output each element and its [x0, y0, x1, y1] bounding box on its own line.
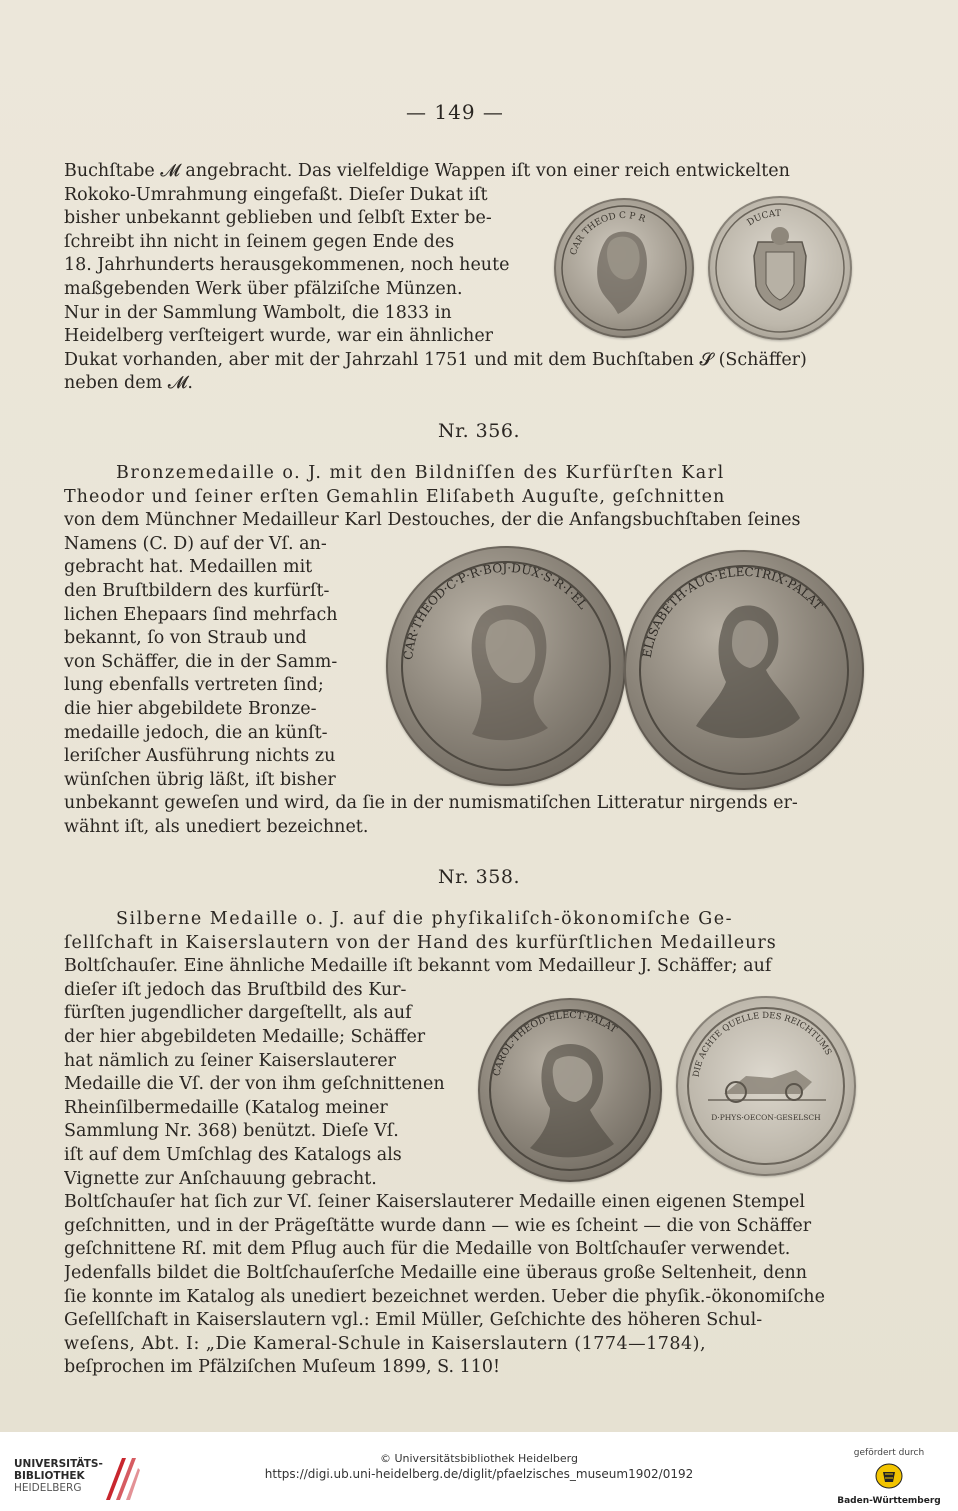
medal-358-reverse-legend: DIE ACHTE QUELLE DES REICHTUMS [691, 1010, 834, 1079]
text-line: den Bruſtbildern des kurfürſt- [64, 580, 330, 601]
text-line: Dukat vorhanden, aber mit der Jahrzahl 1751 und mit dem Buchſtaben 𝓢 (Schäffer) [64, 349, 807, 370]
text-line: Buchſtabe 𝓜 angebracht. Das vielfeldige Wappen iſt von einer reich entwickelten [64, 161, 790, 181]
text-line: beſprochen im Pfälziſchen Muſeum 1899, S. 110! [64, 1357, 501, 1378]
svg-text:DIE ACHTE QUELLE DES REICHTUMS [692, 1011, 834, 1078]
text-line: Medaille die Vſ. der von ihm geſchnittenen [64, 1074, 445, 1095]
svg-text:DUCAT [746, 209, 782, 228]
baden-wuerttemberg-crest-icon [871, 1462, 907, 1490]
text-line: wähnt iſt, als unediert bezeichnet. [64, 816, 369, 837]
ducat-obverse-image [554, 198, 694, 338]
logo-line-2: BIBLIOTHEK [14, 1470, 85, 1482]
medal-358-obverse-image [478, 998, 662, 1182]
text-line: leriſcher Ausführung nichts zu [64, 746, 336, 767]
funding-notice [834, 1448, 944, 1506]
text-line: lung ebenfalls vertreten ſind; [64, 675, 324, 696]
text-line: medaille jedoch, die an künſt- [64, 722, 328, 743]
text-line: Bronzemedaille o. J. mit den Bildniſſen des Kurfürſten Karl [116, 463, 725, 483]
text-line: Rheinſilbermedaille (Katalog meiner [64, 1097, 388, 1118]
text-line: Silberne Medaille o. J. auf die phyſikaliſch-ökonomiſche Ge- [116, 909, 734, 929]
funded-by-label: gefördert durch [853, 1448, 925, 1458]
text-line: iſt auf dem Umſchlag des Katalogs als [64, 1144, 402, 1165]
text-line: Geſellſchaft in Kaiserslautern vgl.: Emil Müller, Geſchichte des höheren Schul- [64, 1310, 763, 1331]
text-line: maßgebenden Werk über pfälziſche Münzen. [64, 278, 463, 299]
text-line: 18. Jahrhunderts herausgekommenen, noch heute [64, 255, 510, 276]
text-line: der hier abgebildeten Medaille; Schäffer [64, 1026, 426, 1047]
copyright-text: © Universitätsbibliothek Heidelberg [379, 1452, 578, 1465]
text-line: dieſer iſt jedoch das Bruſtbild des Kur- [64, 979, 407, 1000]
text-line: Jedenfalls bildet die Boltſchauſerſche Medaille eine überaus große Seltenheit, denn [64, 1262, 808, 1283]
viewer-footer [0, 1432, 958, 1511]
text-line: ſchreibt ihn nicht in ſeinem gegen Ende des [64, 231, 455, 252]
text-line: Namens (C. D) auf der Vſ. an- [64, 533, 327, 554]
medal-358-reverse-image [676, 996, 856, 1176]
ducat-reverse-image [708, 196, 852, 340]
text-line: bisher unbekannt geblieben und ſelbſt Exter be- [64, 208, 492, 229]
text-line: neben dem 𝓜. [64, 373, 193, 394]
text-line: von dem Münchner Medailleur Karl Destouches, der die Anfangsbuchſtaben ſeines [64, 510, 801, 531]
text-line: die hier abgebildete Bronze- [64, 698, 317, 719]
text-line: weſens, Abt. I: „Die Kameral-Schule in Kaiserslautern (1774—1784), [64, 1333, 707, 1354]
text-line: Rokoko-Umrahmung eingefaßt. Dieſer Dukat iſt [64, 184, 488, 205]
logo-line-3: HEIDELBERG [14, 1482, 82, 1494]
heading-nr-358: Nr. 358. [437, 866, 520, 888]
text-line: ſellſchaft in Kaiserslautern von der Hand des kurfürſtlichen Medailleurs [64, 932, 777, 953]
heading-nr-356: Nr. 356. [437, 420, 520, 442]
text-line: geſchnittene Rſ. mit dem Pflug auch für die Medaille von Boltſchauſer verwendet. [64, 1239, 791, 1260]
text-line: ſie konnte im Katalog als unediert bezeichnet werden. Ueber die phyſik.-ökonomiſche [64, 1286, 825, 1307]
page-number: — 149 — [406, 100, 504, 124]
text-line: gebracht hat. Medaillen mit [64, 557, 313, 578]
text-line: fürſten jugendlicher dargeſtellt, als auf [64, 1003, 412, 1024]
text-line: Boltſchauſer. Eine ähnliche Medaille iſt bekannt vom Medailleur J. Schäffer; auf [64, 956, 772, 977]
medal-358-reverse-exergue: D·PHYS·OECON·GESELSCH [711, 1113, 821, 1122]
text-line: geſchnitten, und in der Prägeſtätte wurde dann — wie es ſcheint — die von Schäffer [64, 1215, 812, 1236]
ducat-obverse-legend: CAR THEOD C P R [568, 210, 647, 257]
permalink-url[interactable]: https://digi.ub.uni-heidelberg.de/diglit/pfaelzisches_museum1902/0192 [264, 1467, 694, 1481]
medal-356-reverse-legend: ELISABETH·AUG·ELECTRIX·PALAT [639, 564, 826, 659]
text-line: Boltſchauſer hat ſich zur Vſ. ſeiner Kaiserslauterer Medaille einen eigenen Stempel [64, 1192, 805, 1213]
text-line: Theodor und ſeiner erſten Gemahlin Eliſabeth Auguſte, geſchnitten [64, 486, 726, 507]
text-line: Nur in der Sammlung Wambolt, die 1833 in [64, 302, 452, 323]
text-line: von Schäffer, die in der Samm- [64, 651, 338, 672]
medal-356-obverse-legend: CAR·THEOD·C·P·R·BOJ·DUX·S·R·I·EL [401, 560, 591, 661]
text-line: Sammlung Nr. 368) benützt. Dieſe Vſ. [64, 1121, 399, 1142]
text-line: lichen Ehepaars ſind mehrfach [64, 604, 338, 625]
medal-356-reverse-image [624, 550, 864, 790]
funder-name: Baden-Württemberg [837, 1496, 941, 1506]
text-line: bekannt, ſo von Straub und [64, 628, 307, 649]
text-line: hat nämlich zu ſeiner Kaiserslauterer [64, 1050, 397, 1071]
ducat-reverse-legend: DUCAT [745, 208, 782, 229]
text-line: Vignette zur Anſchauung gebracht. [64, 1168, 377, 1189]
text-line: wünſchen übrig läßt, iſt bisher [64, 769, 336, 790]
text-line: Heidelberg verſteigert wurde, war ein ähnlicher [64, 326, 494, 347]
logo-line-1: UNIVERSITÄTS- [14, 1458, 103, 1470]
medal-356-obverse-image [386, 546, 626, 786]
text-line: unbekannt geweſen und wird, da ſie in der numismatiſchen Litteratur nirgends er- [64, 793, 798, 814]
medal-358-obverse-legend: CAROL·THEOD·ELECT·PALAT [491, 1009, 619, 1078]
